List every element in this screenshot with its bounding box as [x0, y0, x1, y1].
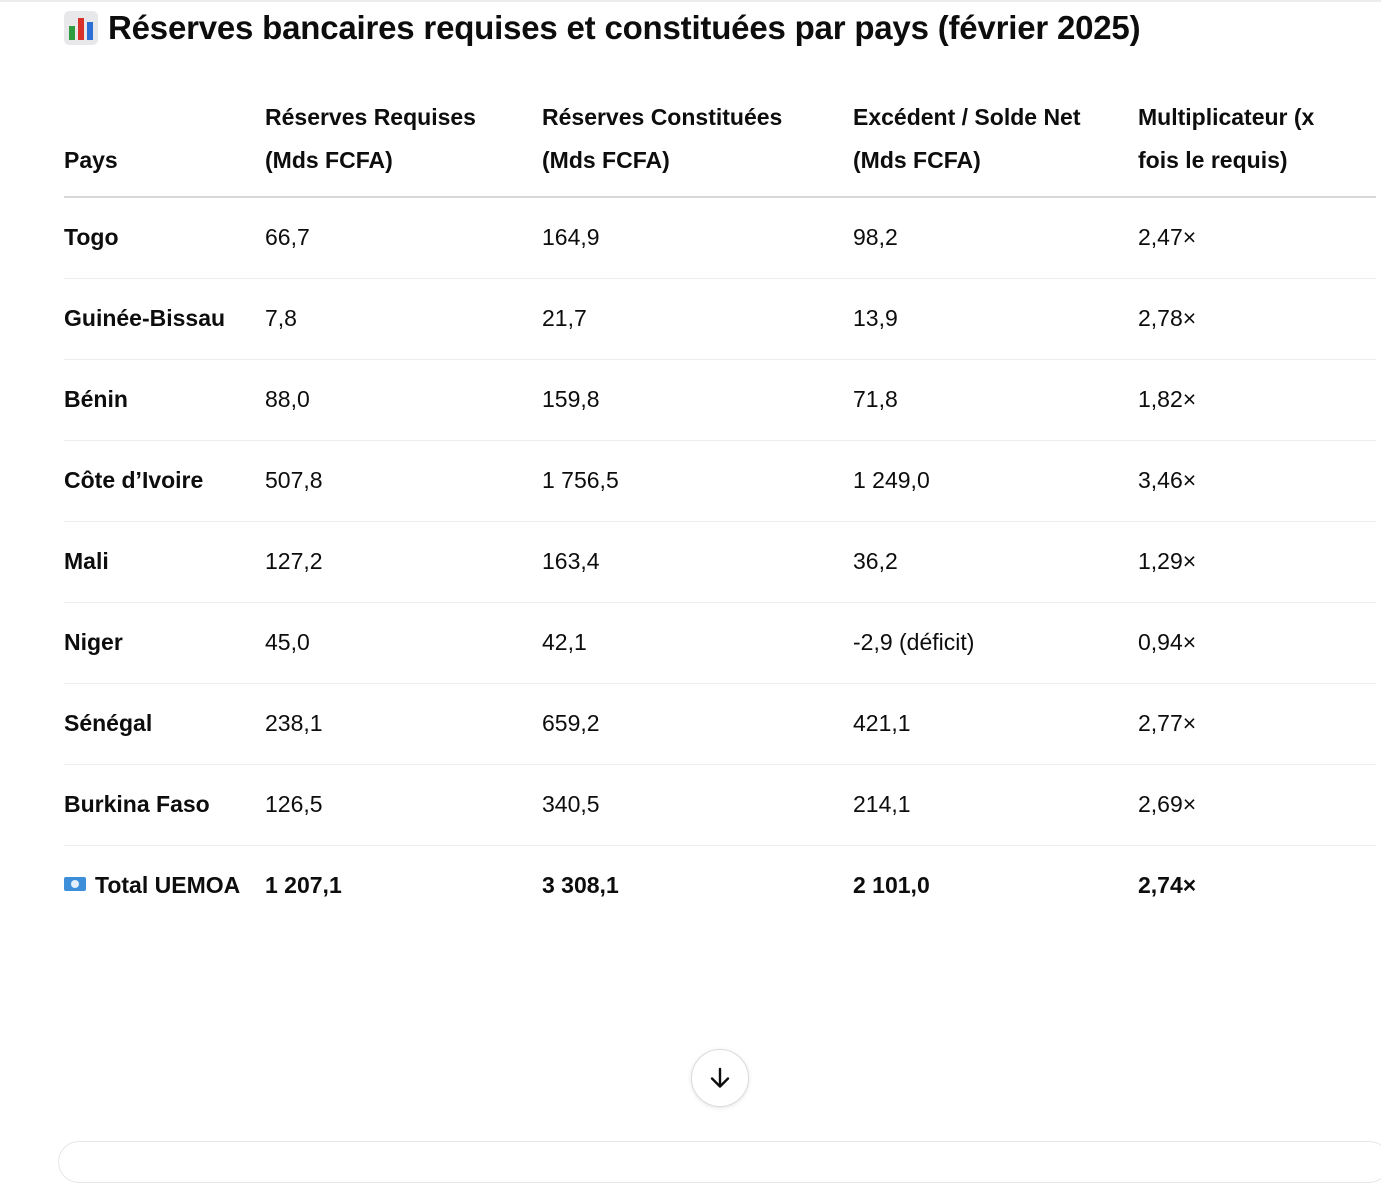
un-flag-emoji-icon	[64, 877, 86, 891]
cell-total-surplus: 2 101,0	[853, 872, 930, 898]
cell-multiplier: 3,46×	[1138, 441, 1376, 522]
cell-multiplier: 2,47×	[1138, 197, 1376, 279]
reserves-table	[64, 96, 1376, 926]
cell-surplus: 421,1	[853, 684, 1138, 765]
cell-required: 66,7	[265, 197, 542, 279]
cell-surplus: 1 249,0	[853, 441, 1138, 522]
table-row	[64, 441, 1376, 522]
cell-surplus: -2,9 (déficit)	[853, 603, 1138, 684]
table-row	[64, 197, 1376, 279]
scroll-to-bottom-button[interactable]	[691, 1049, 749, 1107]
cell-multiplier: 2,69×	[1138, 765, 1376, 846]
cell-constituted: 340,5	[542, 765, 853, 846]
column-header-multiplicateur: Multiplicateur (x fois le requis)	[1138, 96, 1376, 197]
cell-required: 238,1	[265, 684, 542, 765]
cell-constituted: 21,7	[542, 279, 853, 360]
table-row	[64, 603, 1376, 684]
cell-country: Côte d’Ivoire	[64, 441, 265, 522]
cell-country: Niger	[64, 603, 265, 684]
page-title: Réserves bancaires requises et constituées par pays (février 2025)	[108, 9, 1141, 46]
cell-multiplier: 1,82×	[1138, 360, 1376, 441]
cell-constituted: 1 756,5	[542, 441, 853, 522]
cell-country: Togo	[64, 197, 265, 279]
cell-multiplier: 2,78×	[1138, 279, 1376, 360]
arrow-down-icon	[707, 1065, 733, 1091]
cell-constituted: 159,8	[542, 360, 853, 441]
table-row	[64, 522, 1376, 603]
cell-total-constituted: 3 308,1	[542, 872, 619, 898]
cell-multiplier: 1,29×	[1138, 522, 1376, 603]
cell-required: 88,0	[265, 360, 542, 441]
table-row	[64, 279, 1376, 360]
column-header-excedent: Excédent / Solde Net (Mds FCFA)	[853, 96, 1138, 197]
cell-country: Burkina Faso	[64, 765, 265, 846]
cell-constituted: 42,1	[542, 603, 853, 684]
cell-surplus: 71,8	[853, 360, 1138, 441]
cell-surplus: 13,9	[853, 279, 1138, 360]
cell-surplus: 214,1	[853, 765, 1138, 846]
cell-country: Mali	[64, 522, 265, 603]
total-label-text: Total UEMOA	[95, 872, 241, 898]
cell-surplus: 98,2	[853, 197, 1138, 279]
column-header-reserves-constituees: Réserves Constituées (Mds FCFA)	[542, 96, 853, 197]
cell-surplus: 36,2	[853, 522, 1138, 603]
table-header-row	[64, 96, 1376, 197]
cell-multiplier: 0,94×	[1138, 603, 1376, 684]
cell-country: Guinée-Bissau	[64, 279, 265, 360]
message-composer-edge[interactable]	[58, 1141, 1381, 1183]
column-header-pays: Pays	[64, 96, 265, 197]
cell-required: 507,8	[265, 441, 542, 522]
cell-required: 127,2	[265, 522, 542, 603]
cell-total-multiplier: 2,74×	[1138, 872, 1197, 898]
cell-constituted: 164,9	[542, 197, 853, 279]
cell-country: Bénin	[64, 360, 265, 441]
cell-total-required: 1 207,1	[265, 872, 342, 898]
table-row	[64, 765, 1376, 846]
cell-total-label	[64, 846, 265, 927]
bar-chart-emoji-icon	[64, 11, 98, 45]
cell-required: 126,5	[265, 765, 542, 846]
cell-constituted: 163,4	[542, 522, 853, 603]
cell-country: Sénégal	[64, 684, 265, 765]
table-heading	[64, 6, 1140, 50]
column-header-reserves-requises: Réserves Requises (Mds FCFA)	[265, 96, 542, 197]
cell-constituted: 659,2	[542, 684, 853, 765]
table-row	[64, 360, 1376, 441]
cell-required: 45,0	[265, 603, 542, 684]
table-row	[64, 684, 1376, 765]
cell-required: 7,8	[265, 279, 542, 360]
top-divider	[0, 0, 1381, 2]
table-total-row	[64, 846, 1376, 927]
cell-multiplier: 2,77×	[1138, 684, 1376, 765]
